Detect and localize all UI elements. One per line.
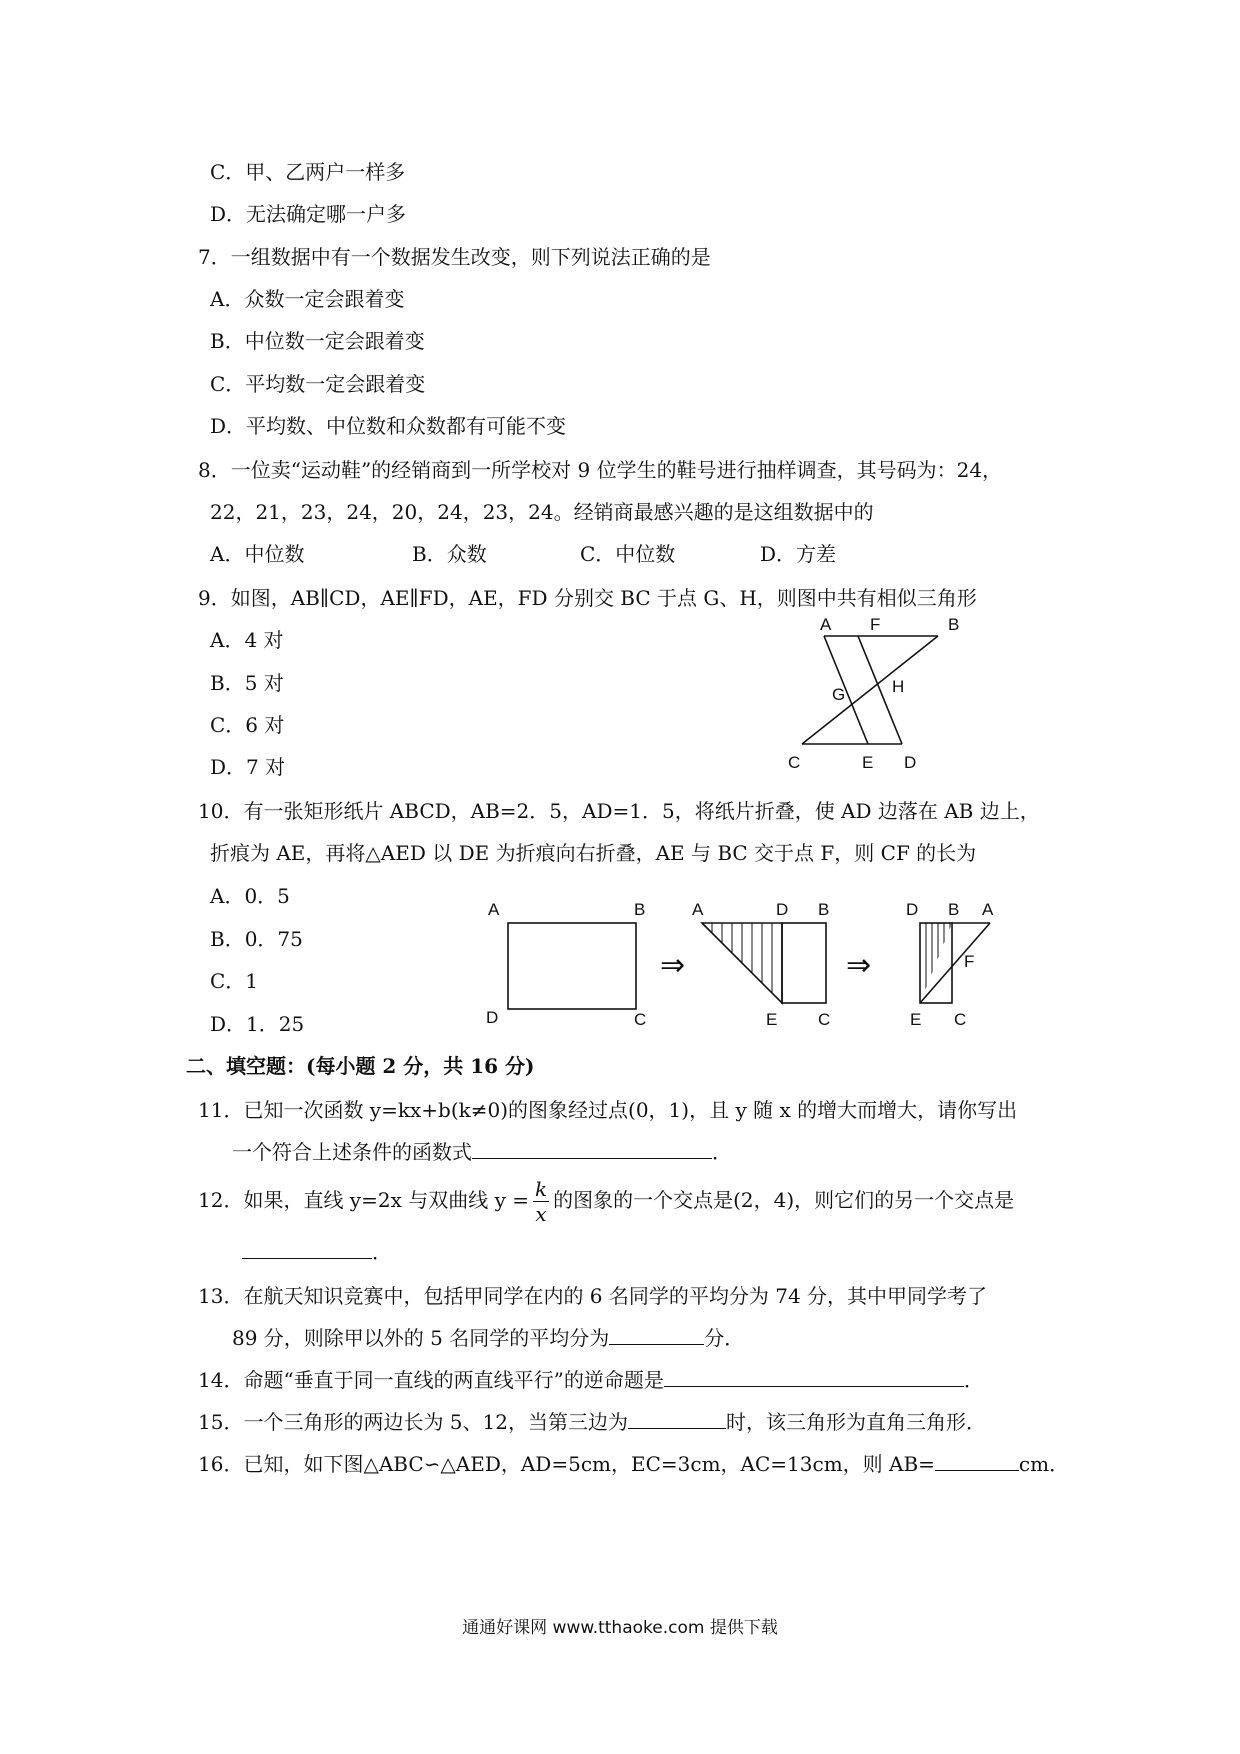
q7-stem: 7．一组数据中有一个数据发生改变，则下列说法正确的是 (198, 245, 711, 269)
q10-arrow-2: ⇒ (846, 949, 872, 982)
q16-answer-blank[interactable] (935, 1450, 1019, 1471)
q10-option-b: B．0．75 (210, 927, 303, 951)
q9-label-b: B (948, 615, 960, 634)
q12-line2 (242, 1238, 392, 1266)
q11-line2-end: ． (712, 1140, 732, 1164)
q14-line (198, 1366, 984, 1394)
q8-stem-line1: 8．一位卖“运动鞋”的经销商到一所学校对 9 位学生的鞋号进行抽样调查，其号码为：24， (198, 458, 1003, 482)
q8-option-c: C．中位数 (580, 542, 676, 566)
q15-answer-blank[interactable] (628, 1408, 726, 1429)
q9-label-a: A (820, 615, 832, 634)
q9-option-d: D．7 对 (210, 755, 286, 779)
q14-text: 14．命题“垂直于同一直线的两直线平行”的逆命题是 (198, 1368, 664, 1392)
q12-fraction (533, 1177, 549, 1226)
q10-fig3-label-c: C (954, 1010, 967, 1029)
q9-option-a: A．4 对 (210, 628, 284, 652)
q10-option-d: D．1．25 (210, 1012, 305, 1036)
q12-fraction-denominator: x (535, 1202, 547, 1226)
q10-fig2-label-c: C (818, 1010, 831, 1029)
q11-line2 (232, 1138, 732, 1166)
q11-answer-blank[interactable] (472, 1138, 712, 1159)
section-2-heading: 二、填空题：(每小题 2 分，共 16 分) (186, 1054, 535, 1078)
q10-fig3-label-f: F (964, 952, 975, 971)
q13-line2-end: 分． (704, 1326, 745, 1350)
q9-label-d: D (904, 753, 917, 772)
q10-fig3-segment-ae (920, 923, 990, 1003)
q13-line2-text: 89 分，则除甲以外的 5 名同学的平均分为 (232, 1326, 610, 1350)
q10-figure (470, 885, 1010, 1035)
q10-fig2-label-b: B (818, 900, 830, 919)
q9-label-f: F (870, 615, 881, 634)
q12-fraction-numerator: k (535, 1177, 548, 1201)
q12-text-post: 的图象的一个交点是(2，4)，则它们的另一个交点是 (553, 1188, 1015, 1212)
q10-fig1-label-b: B (634, 900, 646, 919)
q9-option-b: B．5 对 (210, 671, 284, 695)
q8-option-d: D．方差 (760, 542, 837, 566)
q10-stem-line2: 折痕为 AE，再将△AED 以 DE 为折痕向右折叠，AE 与 BC 交于点 F，则 CF 的长为 (210, 841, 977, 865)
q15-text-post: 时，该三角形为直角三角形． (725, 1410, 986, 1434)
q13-line1: 13．在航天知识竞赛中，包括甲同学在内的 6 名同学的平均分为 74 分，其中甲同学考了 (198, 1284, 988, 1308)
q9-stem: 9．如图，AB∥CD，AE∥FD，AE，FD 分别交 BC 于点 G、H，则图中共有相似三角形 (198, 586, 977, 610)
page-footer: 通通好课网 www.tthaoke.com 提供下载 (462, 1618, 778, 1638)
q10-option-a: A．0．5 (210, 884, 290, 908)
q10-fig1-label-d: D (486, 1008, 499, 1027)
q10-fig1-label-a: A (488, 900, 500, 919)
q12-line1 (198, 1170, 1014, 1230)
q10-fig3-label-b: B (948, 900, 960, 919)
q10-fig3-label-e: E (910, 1010, 922, 1029)
q14-answer-blank[interactable] (664, 1366, 964, 1387)
q10-fig1-label-c: C (634, 1010, 647, 1029)
q11-line1: 11．已知一次函数 y=kx+b(k≠0)的图象经过点(0，1)，且 y 随 x 的增大而增大，请你写出 (198, 1098, 1018, 1122)
q12-line2-end: ． (372, 1240, 392, 1264)
q11-line2-text: 一个符合上述条件的函数式 (232, 1140, 472, 1164)
q9-label-h: H (892, 677, 905, 696)
q9-label-c: C (788, 753, 801, 772)
q10-arrow-1: ⇒ (660, 949, 686, 982)
q7-option-a: A．众数一定会跟着变 (210, 287, 405, 311)
q9-label-g: G (832, 685, 846, 704)
q10-fig2-label-a: A (692, 900, 704, 919)
q9-segment-ae (824, 636, 868, 744)
q16-text-post: cm． (1018, 1452, 1070, 1476)
q8-option-b: B．众数 (412, 542, 487, 566)
q15-text-pre: 15．一个三角形的两边长为 5、12，当第三边为 (198, 1410, 628, 1434)
q10-fig1-rectangle (508, 923, 636, 1009)
q10-option-c: C．1 (210, 969, 259, 993)
q16-line (198, 1450, 1069, 1478)
q8-stem-line2: 22，21，23，24，20，24，23，24。经销商最感兴趣的是这组数据中的 (210, 500, 874, 524)
q10-fig2-label-d: D (776, 900, 789, 919)
q9-label-e: E (862, 753, 874, 772)
q7-option-d: D．平均数、中位数和众数都有可能不变 (210, 414, 567, 438)
q10-fig2-rectangle (782, 923, 826, 1003)
q13-answer-blank[interactable] (609, 1324, 704, 1345)
q7-option-c: C．平均数一定会跟着变 (210, 372, 426, 396)
q10-fig3-label-a: A (982, 900, 994, 919)
q12-answer-blank[interactable] (242, 1238, 372, 1259)
q9-option-c: C．6 对 (210, 713, 285, 737)
q14-end: ． (963, 1368, 984, 1392)
q10-fig3-rectangle (920, 923, 952, 1003)
q12-text-pre: 12．如果，直线 y=2x 与双曲线 y = (198, 1188, 529, 1212)
q9-figure (770, 610, 970, 775)
q8-option-a: A．中位数 (210, 542, 305, 566)
q10-stem-line1: 10．有一张矩形纸片 ABCD，AB=2．5，AD=1．5，将纸片折叠，使 AD 边落在 AB 边上， (198, 799, 1040, 823)
q6-option-c: C．甲、乙两户一样多 (210, 160, 406, 184)
q9-segment-bc (802, 636, 938, 744)
q16-text-pre: 16．已知，如下图△ABC∽△AED，AD=5cm，EC=3cm，AC=13cm，则 AB= (198, 1452, 935, 1476)
q13-line2 (232, 1324, 744, 1352)
q10-fig3-label-d: D (906, 900, 919, 919)
q6-option-d: D．无法确定哪一户多 (210, 202, 407, 226)
q7-option-b: B．中位数一定会跟着变 (210, 329, 425, 353)
q15-line (198, 1408, 986, 1436)
q10-fig2-label-e: E (766, 1010, 778, 1029)
